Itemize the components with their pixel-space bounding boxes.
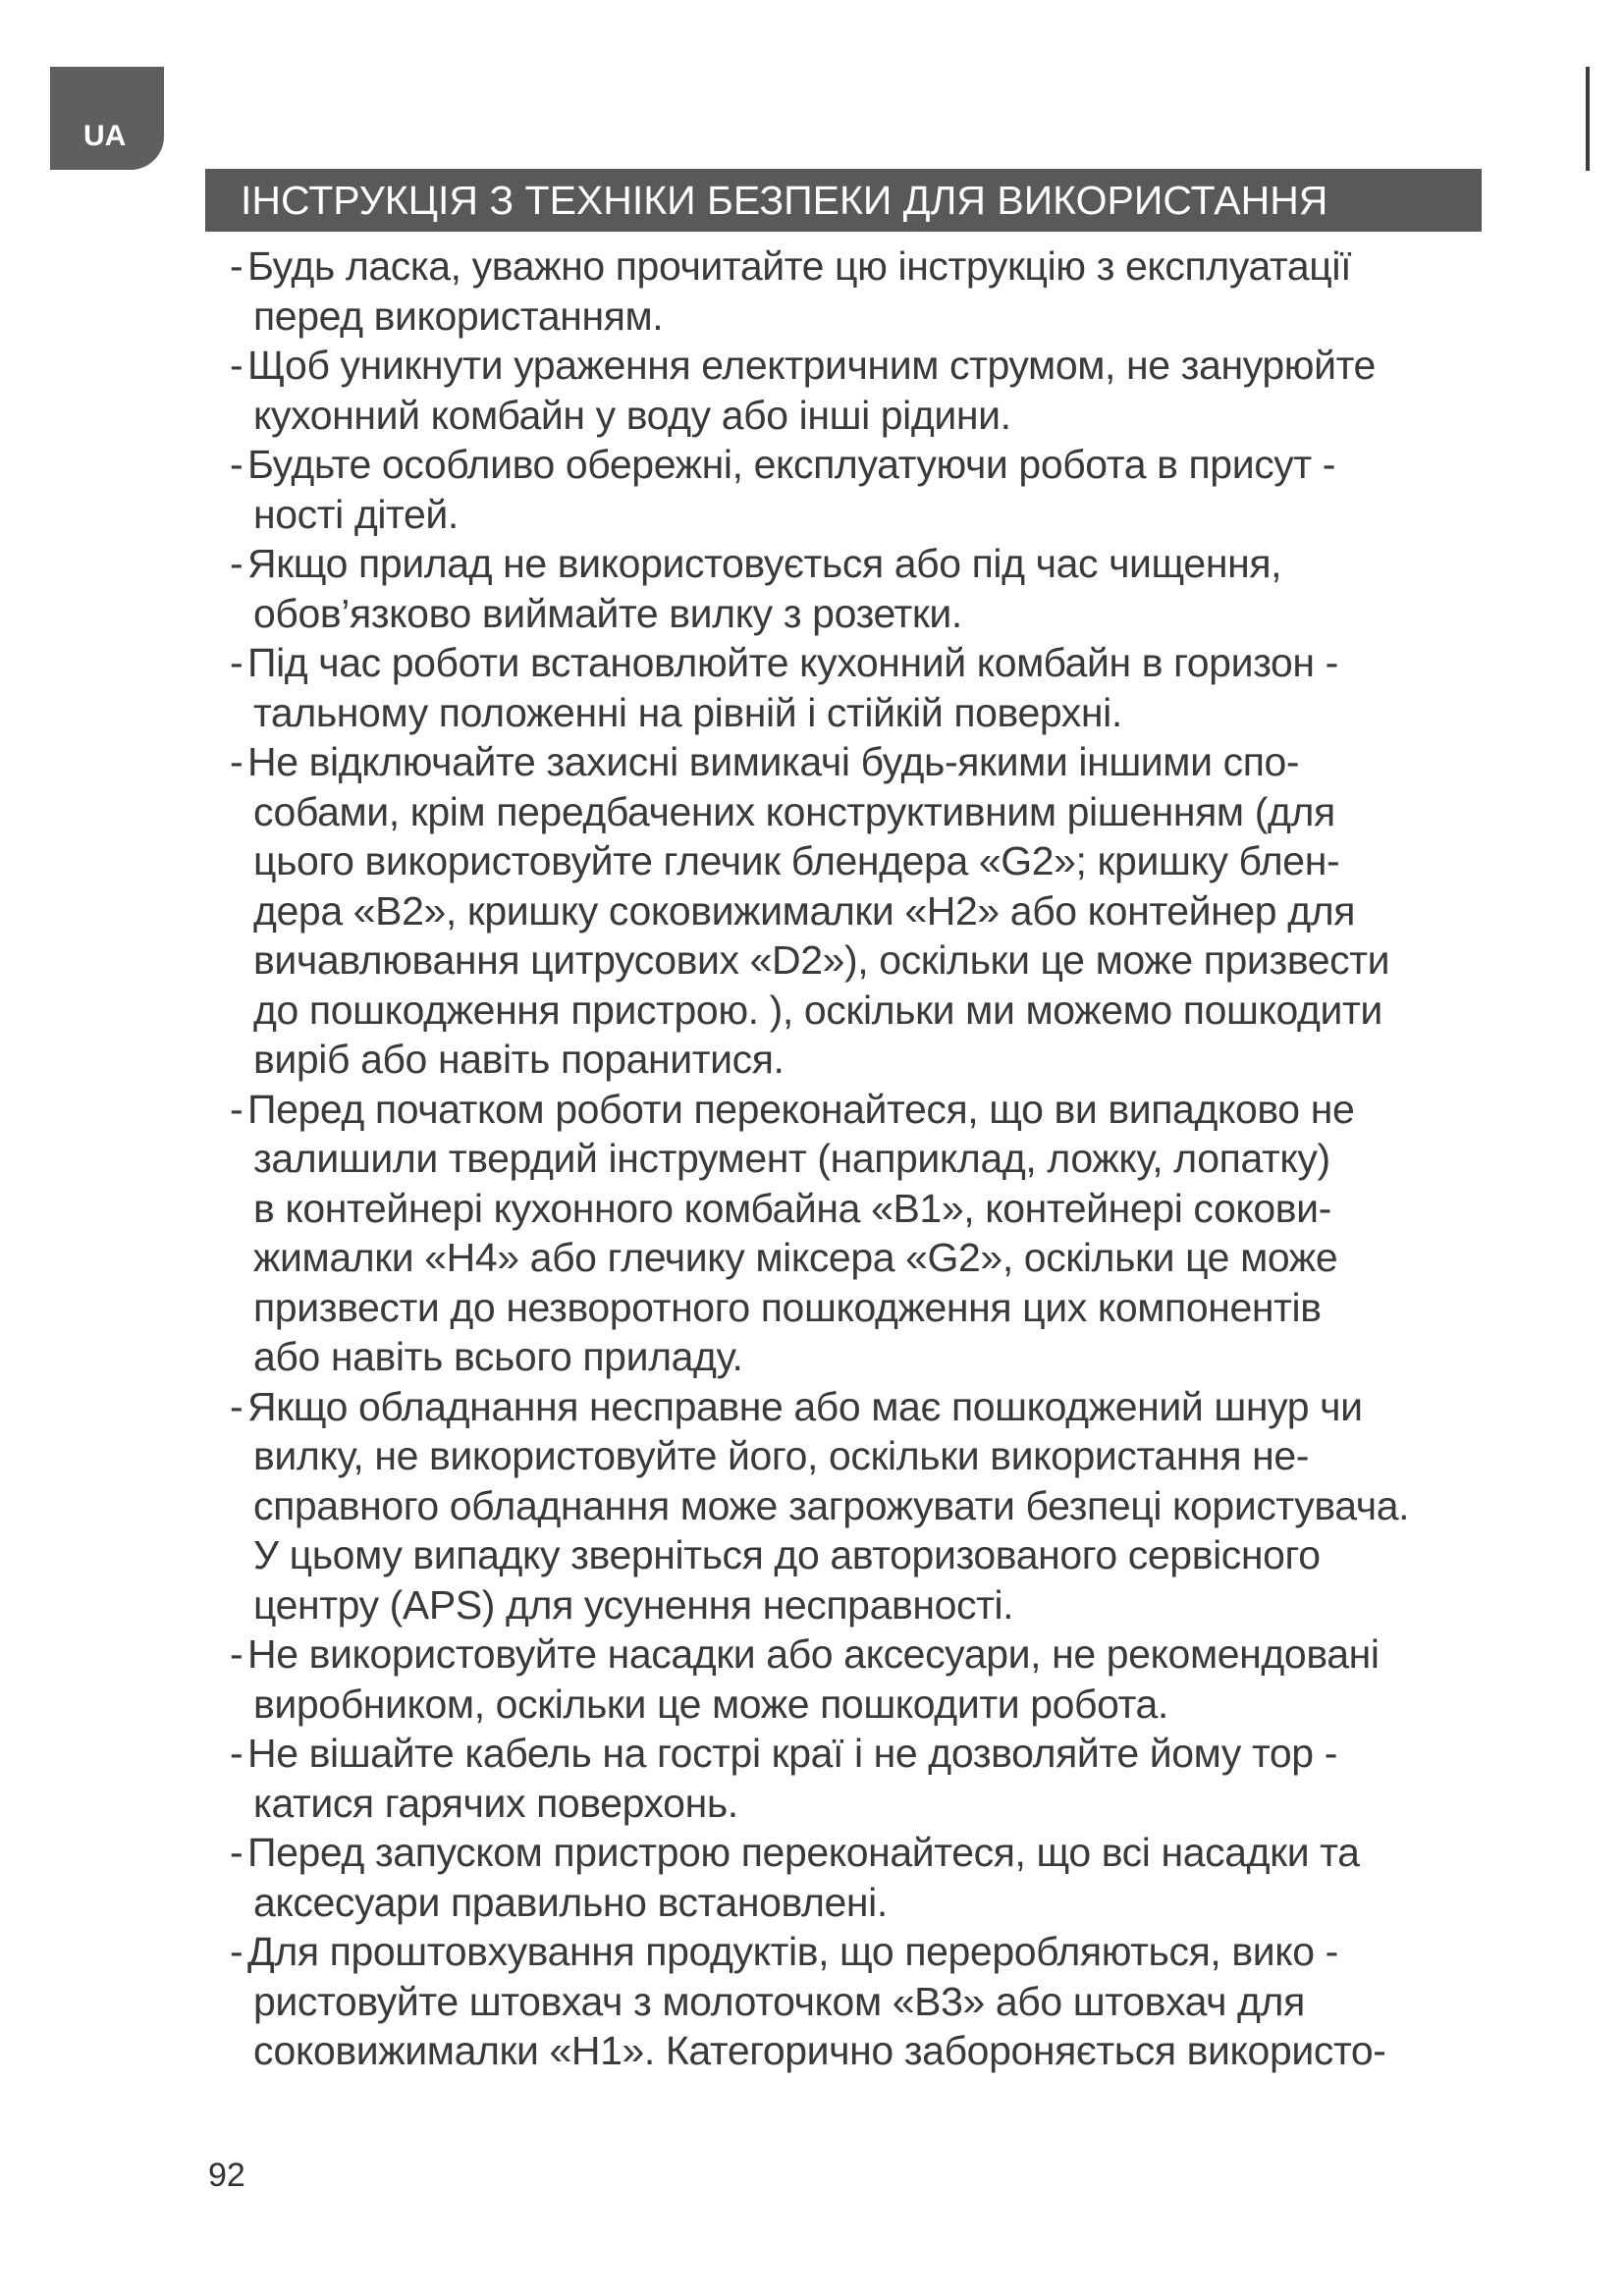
list-dash: - [230,1830,244,1875]
instruction-line: цього використовуйте глечик блендера «G2»; кришку блен- [253,838,1340,883]
list-dash: - [230,1383,244,1429]
instruction-item [226,440,1502,539]
instruction-item [226,241,1502,341]
instruction-line: до пошкодження пристрою. ), оскільки ми можемо пошкодити [253,987,1382,1033]
instruction-item [226,638,1502,737]
instruction-line: обов’язково виймайте вилку з розетки. [253,590,962,636]
list-dash: - [230,541,244,586]
list-dash: - [230,739,244,784]
instruction-item [226,341,1502,440]
instruction-line: вилку, не використовуйте його, оскільки використання не- [253,1433,1310,1478]
instruction-line: виробником, оскільки це може пошкодити робота. [253,1681,1168,1727]
instruction-line: ристовуйте штовхач з молоточком «B3» або штовхач для [253,1978,1305,2024]
instruction-item [226,1927,1502,2076]
language-tab: UA [50,67,164,170]
instruction-line: тальному положенні на рівній і стійкій поверхні. [253,689,1122,735]
instruction-line: ності дітей. [253,491,459,537]
instruction-line: в контейнері кухонного комбайна «B1», контейнері сокови- [253,1185,1331,1231]
instruction-line: жималки «H4» або глечику міксера «G2», оскільки це може [253,1235,1338,1280]
instruction-line: Перед запуском пристрою переконайтеся, що всі насадки та [247,1830,1360,1875]
instruction-item [226,539,1502,638]
instruction-line: або навіть всього приладу. [253,1334,743,1379]
safety-instructions-list [226,241,1502,2076]
instruction-line: дера «B2», кришку соковижималки «H2» або контейнер для [253,887,1356,934]
instruction-item [226,1629,1502,1729]
instruction-line: собами, крім передбачених конструктивним рішенням (для [253,788,1335,834]
instruction-line: призвести до незворотного пошкодження цих компонентів [253,1284,1322,1330]
instruction-line: перед використанням. [253,293,664,339]
instruction-line: вичавлювання цитрусових «D2»), оскільки це може призвести [253,937,1390,983]
instruction-line: справного обладнання може загрожувати безпеці користувача. [253,1482,1410,1528]
instruction-item [226,1382,1502,1630]
instruction-line: Не вішайте кабель на гострі краї і не дозволяйте йому тор - [247,1731,1337,1776]
instruction-line: Перед початком роботи переконайтеся, що ви випадково не [247,1086,1355,1132]
list-dash: - [230,1929,244,1974]
list-dash: - [230,1086,244,1132]
page-number: 92 [208,2157,245,2194]
instruction-line: соковижималки «H1». Категорично забороняється використо- [253,2028,1386,2073]
instruction-line: кухонний комбайн у воду або інші рідини. [253,392,1011,438]
instruction-item [226,737,1502,1085]
list-dash: - [230,243,244,289]
instruction-line: центру (APS) для усунення несправності. [253,1581,1014,1628]
instruction-line: Будь ласка, уважно прочитайте цю інструкцію з експлуатації [247,243,1352,289]
instruction-line: залишили твердий інструмент (наприклад, ложку, лопатку) [253,1136,1330,1181]
list-dash: - [230,343,244,388]
instruction-line: виріб або навіть поранитися. [253,1037,785,1082]
list-dash: - [230,1731,244,1776]
instruction-item [226,1828,1502,1927]
instruction-line: Під час роботи встановлюйте кухонний комбайн в горизон - [247,640,1338,685]
list-dash: - [230,442,244,487]
instruction-line: катися гарячих поверхонь. [253,1780,738,1826]
instruction-item [226,1729,1502,1828]
instruction-line: У цьому випадку зверніться до авторизованого сервісного [253,1532,1321,1577]
instruction-line: Якщо прилад не використовується або під час чищення, [247,541,1282,586]
instruction-line: Не відключайте захисні вимикачі будь-якими іншими спо- [247,739,1300,784]
instruction-line: аксесуари правильно встановлені. [253,1879,888,1925]
section-title: ІНСТРУКЦІЯ З ТЕХНІКИ БЕЗПЕКИ ДЛЯ ВИКОРИСТАННЯ [205,169,1482,232]
instruction-line: Якщо обладнання несправне або має пошкоджений шнур чи [247,1383,1363,1429]
page-edge-marker [1586,67,1590,171]
instruction-item [226,1085,1502,1382]
list-dash: - [230,640,244,685]
instruction-line: Для проштовхування продуктів, що переробляються, вико - [247,1929,1338,1974]
list-dash: - [230,1631,244,1677]
instruction-line: Будьте особливо обережні, експлуатуючи робота в присут - [247,442,1336,487]
instruction-line: Не використовуйте насадки або аксесуари, не рекомендовані [247,1631,1380,1677]
instruction-line: Щоб уникнути ураження електричним струмом, не занурюйте [247,343,1376,388]
